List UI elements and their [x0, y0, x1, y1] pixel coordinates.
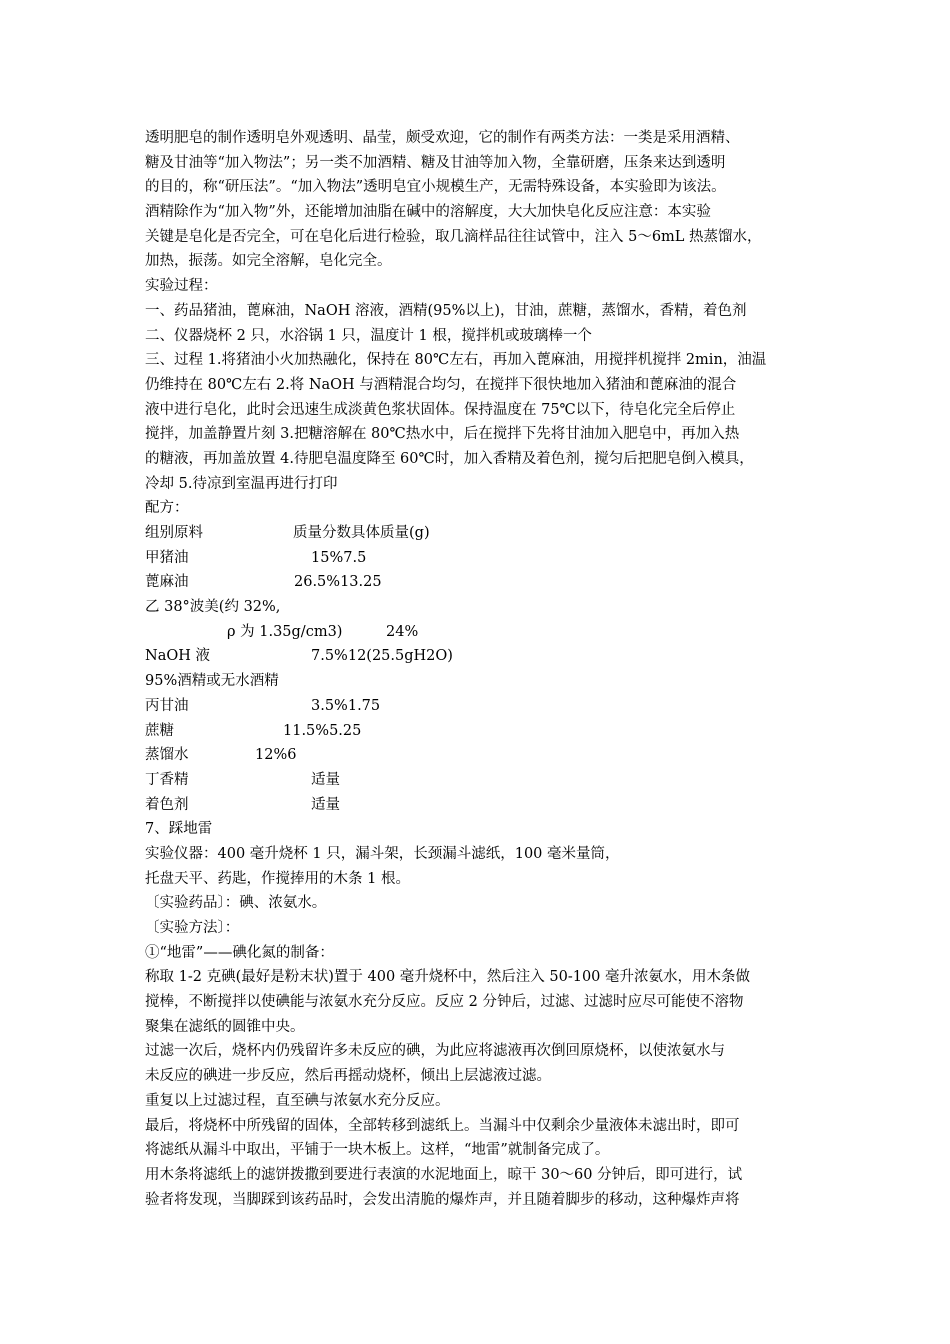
intro-line: 透明肥皂的制作透明皂外观透明、晶莹，颇受欢迎，它的制作有两类方法：一类是采用酒精、 [145, 130, 740, 146]
formula-name: 蒸馏水 [145, 747, 189, 764]
body-line: 称取 1-2 克碘(最好是粉末状)置于 400 毫升烧杯中，然后注入 50-100 毫升浓氨水，用木条做 [145, 969, 751, 986]
process-line: 冷却 5.待凉到室温再进行打印 [145, 475, 338, 492]
formula-value: 12%6 [255, 747, 297, 764]
intro-line: 糖及甘油等“加入物法”；另一类不加酒精、糖及甘油等加入物，全靠研磨，压条来达到透明 [145, 154, 726, 171]
body-line: 重复以上过滤过程，直至碘与浓氨水充分反应。 [145, 1092, 450, 1109]
formula-name: 乙 38°波美(约 32%, [145, 599, 281, 616]
process-line: 三、过程 1.将猪油小火加热融化，保持在 80℃左右，再加入蓖麻油，用搅拌机搅拌 2min，油温 [145, 352, 767, 369]
process-line: 搅拌，加盖静置片刻 3.把糖溶解在 80℃热水中，后在搅拌下先将甘油加入肥皂中，再加入热 [145, 426, 740, 443]
formula-row [145, 793, 825, 818]
formula-row [145, 669, 825, 694]
formula-value: 适量 [311, 771, 340, 788]
formula-row [145, 570, 825, 595]
process-line: 二、仪器烧杯 2 只，水浴锅 1 只，温度计 1 根，搅拌机或玻璃棒一个 [145, 327, 592, 344]
body-line: 用木条将滤纸上的滤饼拨撒到要进行表演的水泥地面上，晾干 30～60 分钟后，即可进行，试 [145, 1166, 743, 1183]
formula-name: NaOH 液 [145, 648, 210, 665]
body-line: 将滤纸从漏斗中取出，平铺于一块木板上。这样，“地雷”就制备完成了。 [145, 1142, 610, 1159]
process-line: 一、药品猪油，蓖麻油，NaOH 溶液，酒精(95%以上)，甘油，蔗糖，蒸馏水，香精，着色剂 [145, 302, 747, 319]
formula-name: 95%酒精或无水酒精 [145, 673, 279, 690]
formula-row [145, 719, 825, 744]
formula-name: 组别原料 [145, 525, 203, 541]
formula-name: 甲猪油 [145, 549, 189, 566]
formula-row [145, 546, 825, 571]
formula-value: 15%7.5 [311, 549, 367, 566]
formula-name: 着色剂 [145, 796, 189, 813]
formula-value: 适量 [311, 796, 340, 813]
body-line: 搅棒，不断搅拌以使碘能与浓氨水充分反应。反应 2 分钟后，过滤、过滤时应尽可能使不溶物 [145, 994, 744, 1011]
intro-line: 关键是皂化是否完全，可在皂化后进行检验，取几滴样品往往试管中，注入 5～6mL 热蒸馏水， [145, 228, 762, 245]
process-line: 仍维持在 80℃左右 2.将 NaOH 与酒精混合均匀，在搅拌下很快地加入猪油和蓖麻油的混合 [145, 376, 737, 393]
formula-row [145, 768, 825, 793]
formula-value: 7.5%12(25.5gH2O) [311, 648, 453, 665]
section-title: 7、踩地雷 [145, 821, 213, 838]
instrument-line: 托盘天平、药匙，作搅捧用的木条 1 根。 [145, 870, 410, 887]
formula-row [145, 620, 825, 645]
formula-row [145, 694, 825, 719]
body-line: 聚集在滤纸的圆锥中央。 [145, 1018, 305, 1035]
method-heading: 〔实验方法〕： [145, 920, 240, 936]
body-line: 最后，将烧杯中所残留的固体，全部转移到滤纸上。当漏斗中仅剩余少量液体未滤出时，即可 [145, 1117, 740, 1134]
process-heading: 实验过程： [145, 278, 218, 295]
body-line: 未反应的碘进一步反应，然后再摇动烧杯，倾出上层滤液过滤。 [145, 1068, 551, 1085]
formula-name: 蓖麻油 [145, 574, 189, 591]
body-line: 验者将发现，当脚踩到该药品时，会发出清脆的爆炸声，并且随着脚步的移动，这种爆炸声将 [145, 1191, 740, 1208]
formula-value: 11.5%5.25 [283, 722, 362, 739]
document-page [145, 126, 825, 1212]
formula-row [145, 743, 825, 768]
formula-name: 丙甘油 [145, 697, 189, 714]
formula-name: 蔗糖 [145, 722, 174, 739]
formula-row [145, 521, 825, 546]
process-line: 的糖液，再加盖放置 4.待肥皂温度降至 60℃时，加入香精及着色剂，搅匀后把肥皂倒入模具， [145, 450, 754, 467]
process-line: 液中进行皂化，此时会迅速生成淡黄色浆状固体。保持温度在 75℃以下，待皂化完全后停止 [145, 401, 736, 418]
formula-value: 质量分数具体质量(g) [293, 525, 430, 541]
formula-row [145, 644, 825, 669]
intro-line: 的目的，称“研压法”。“加入物法”透明皂宜小规模生产，无需特殊设备，本实验即为该法。 [145, 179, 726, 196]
intro-line: 酒精除作为“加入物”外，还能增加油脂在碱中的溶解度，大大加快皂化反应注意：本实验 [145, 204, 711, 221]
formula-name: 丁香精 [145, 771, 189, 788]
instrument-line: 实验仪器：400 毫升烧杯 1 只，漏斗架，长颈漏斗滤纸，100 毫米量筒， [145, 845, 620, 862]
step-title: ①“地雷”——碘化氮的制备： [145, 944, 334, 961]
formula-value: 3.5%1.75 [311, 697, 381, 714]
formula-value: 26.5%13.25 [294, 574, 382, 591]
formula-value: ρ 为 1.35g/cm3) [227, 623, 343, 640]
intro-line: 加热，振荡。如完全溶解，皂化完全。 [145, 253, 392, 270]
formula-value-2: 24% [386, 623, 419, 640]
reagents-line: 〔实验药品〕：碘、浓氨水。 [145, 895, 327, 912]
formula-heading: 配方： [145, 500, 189, 517]
formula-row [145, 595, 825, 620]
body-line: 过滤一次后，烧杯内仍残留许多未反应的碘，为此应将滤液再次倒回原烧杯，以使浓氨水与 [145, 1043, 725, 1060]
